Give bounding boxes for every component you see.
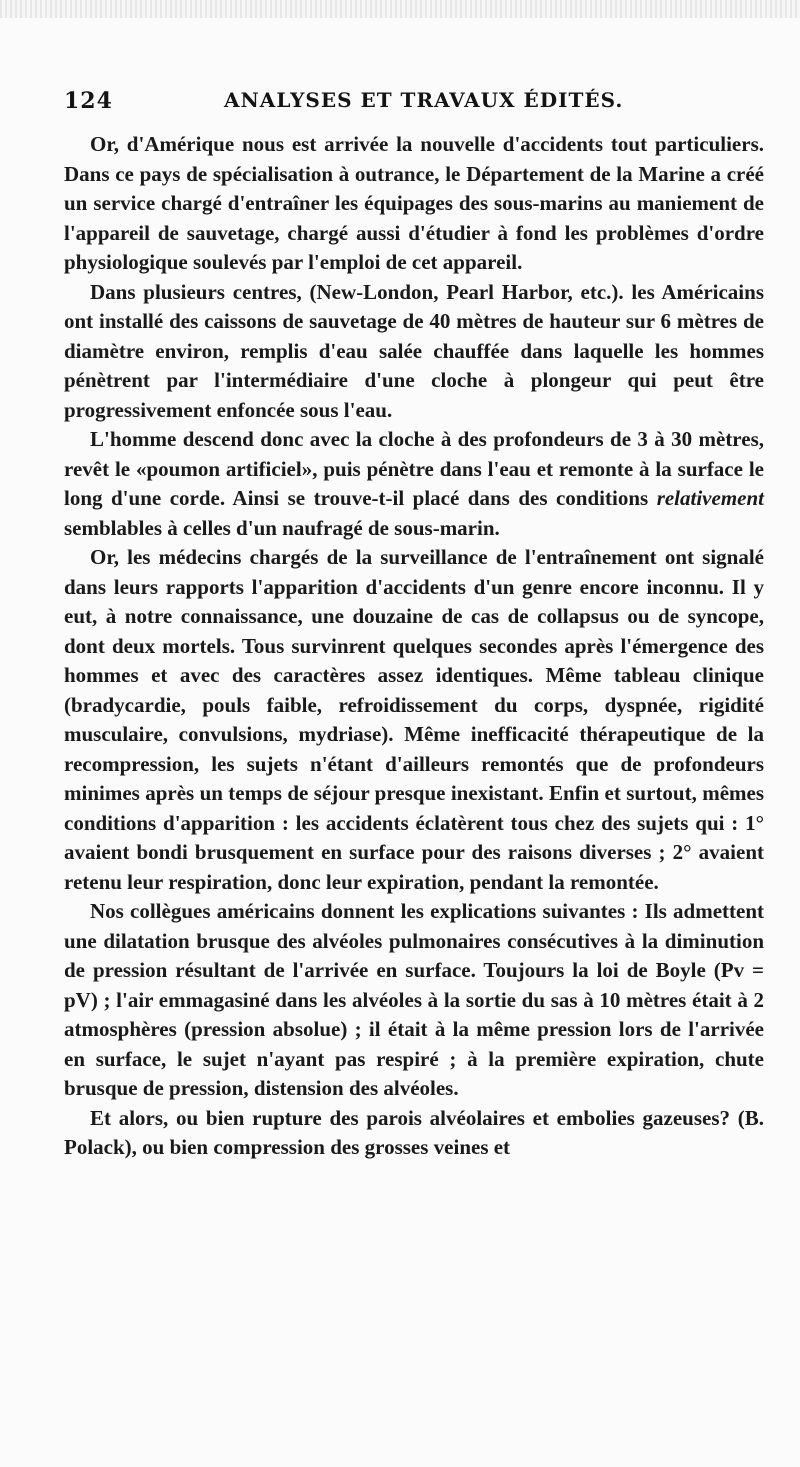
- body-text: [64, 130, 764, 1163]
- paragraph-6: Et alors, ou bien rupture des parois alvéolaires et embolies gazeuses? (B. Polack), ou bien compression des grosses veines et: [64, 1105, 764, 1159]
- page-header: [64, 88, 764, 122]
- paragraph-2: Dans plusieurs centres, (New-London, Pearl Harbor, etc.). les Américains ont installé des caissons de sauvetage de 40 mètres de hauteur sur 6 mètres de diamètre environ, remplis d'eau salée chauffée dans laquelle les hommes pénètrent par l'intermédiaire d'une cloche à plongeur qui peut être progressivement enfoncée sous l'eau.: [64, 279, 764, 422]
- paragraph-3: [64, 425, 764, 543]
- paragraph-3-text-before: L'homme descend donc avec la cloche à des profondeurs de 3 à 30 mètres, revêt le «poumon artificiel», puis pénètre dans l'eau et remonte à la surface le long d'une corde. Ainsi se trouve-t-il placé dans des conditions: [64, 427, 764, 510]
- paragraph-4: Or, les médecins chargés de la surveillance de l'entraînement ont signalé dans leurs rapports l'apparition d'accidents d'un genre encore inconnu. Il y eut, à notre connaissance, une douzaine de cas de collapsus ou de syncope, dont deux mortels. Tous survinrent quelques secondes après l'émergence des hommes et avec des caractères assez identiques. Même tableau clinique (bradycardie, pouls faible, refroidissement du corps, dyspnée, rigidité musculaire, convulsions, mydriase). Même inefficacité thérapeutique de la recompression, les sujets n'étant d'ailleurs remontés que de profondeurs minimes après un temps de séjour presque inexistant. Enfin et surtout, mêmes conditions d'apparition : les accidents éclatèrent tous chez des sujets qui : 1° avaient bondi brusquement en surface pour des raisons diverses ; 2° avaient retenu leur respiration, donc leur expiration, pendant la remontée.: [64, 545, 764, 894]
- paragraph-3-emphasis: relativement: [656, 486, 764, 510]
- paragraph-3-text-after: semblables à celles d'un naufragé de sous-marin.: [64, 515, 500, 540]
- running-title: ANALYSES ET TRAVAUX ÉDITÉS.: [224, 88, 624, 112]
- page-number: 124: [64, 88, 113, 114]
- paragraph-5: Nos collègues américains donnent les explications suivantes : Ils admettent une dilatation brusque des alvéoles pulmonaires consécutives à la diminution de pression résultant de l'arrivée en surface. Toujours la loi de Boyle (Pv = pV) ; l'air emmagasiné dans les alvéoles à la sortie du sas à 10 mètres était à 2 atmosphères (pression absolue) ; il était à la même pression lors de l'arrivée en surface, le sujet n'ayant pas respiré ; à la première expiration, chute brusque de pression, distension des alvéoles.: [64, 899, 764, 1100]
- paragraph-1: Or, d'Amérique nous est arrivée la nouvelle d'accidents tout particuliers. Dans ce pays de spécialisation à outrance, le Département de la Marine a créé un service chargé d'entraîner les équipages des sous-marins au maniement de l'appareil de sauvetage, chargé aussi d'étudier à fond les problèmes d'ordre physiologique soulevés par l'emploi de cet appareil.: [64, 132, 764, 274]
